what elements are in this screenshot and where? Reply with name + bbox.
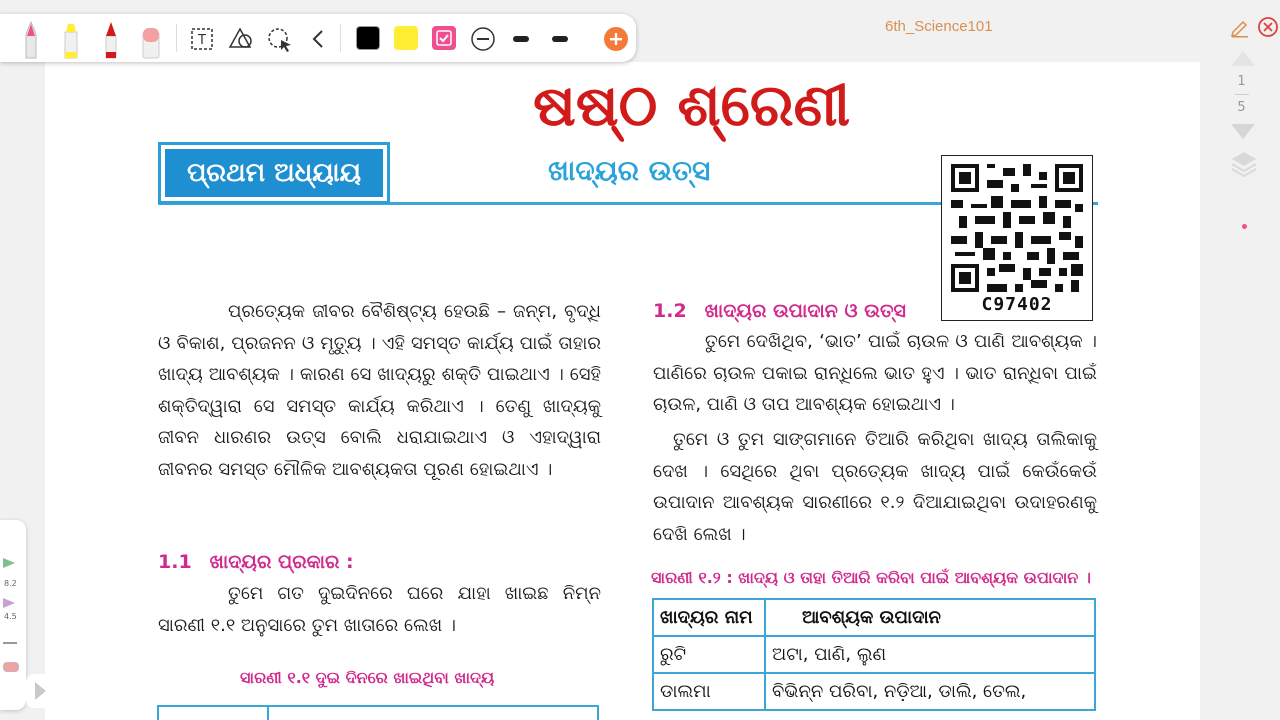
triangle-purple-icon[interactable] [2,596,16,610]
red-pen-icon[interactable] [98,18,124,60]
previous-page-icon[interactable] [1230,48,1256,68]
section-1-2-title: ଖାଦ୍ୟର ଉପାଦାନ ଓ ଉତ୍ସ [704,300,906,322]
total-pages: 5 [1237,100,1246,115]
table-cell: ବିଭିନ୍ନ ପରିବା, ନଡ଼ିଆ, ଡାଲି, ତେଲ, [765,673,1095,710]
document-page [45,62,1200,720]
stroke-decrease-icon[interactable] [470,26,496,52]
highlighter-icon[interactable] [58,18,84,60]
chapter-label: ପ୍ରଥମ ଅଧ୍ୟାୟ [165,149,383,197]
toolbar-divider [176,24,177,52]
table-1-1-header-cell [268,706,598,720]
table-row [653,599,1095,636]
qr-code-text: C97402 [981,294,1053,315]
panel-value-b: 4.5 [4,612,17,621]
section-1-2-paragraph-2: ତୁମେ ଓ ତୁମ ସାଙ୍ଗମାନେ ତିଆରି କରିଥିବା ଖାଦ୍ୟ ତାଲିକାକୁ ଦେଖ । ସେଥିରେ ଥିବା ପ୍ରତ୍ୟେକ ଖାଦ୍ୟ ପାଇଁ କେଉଁକେଉଁ ଉପାଦାନ ଆବଶ୍ୟକ ସାରଣୀରେ ୧.୨ ଦିଆଯାଇଥିବା ଉଦାହରଣକୁ ଦେଖି ଲେଖ । [653,429,1097,545]
page-divider [1235,94,1249,95]
page-marker-dot [1242,224,1247,229]
add-tool-icon[interactable] [603,26,629,52]
document-title: 6th_Science101 [885,18,993,35]
section-1-2-heading [653,300,906,322]
expand-panel-icon[interactable] [26,674,56,708]
section-1-2-paragraph-1: ତୁମେ ଦେଖିଥିବ, ‘ଭାତ’ ପାଇଁ ଚାଉଳ ଓ ପାଣି ଆବଶ୍ୟକ । ପାଣିରେ ଚାଉଳ ପକାଇ ରାନ୍ଧିଲେ ଭାତ ହୁଏ । ଭାତ ରାନ୍ଧିବା ପାଇଁ ଚାଉଳ, ପାଣି ଓ ତାପ ଆବଶ୍ୟକ ହୋଇଥାଏ । [653,331,1097,415]
qr-code-box [941,155,1093,321]
svg-text:T: T [198,33,206,48]
color-yellow-swatch[interactable] [394,26,418,50]
panel-divider [3,642,17,644]
next-page-icon[interactable] [1230,122,1256,142]
eraser-icon[interactable] [138,18,164,60]
stroke-width-thick[interactable] [552,36,568,42]
triangle-green-icon[interactable] [2,556,16,570]
checkmark-icon [432,26,456,50]
toolbar-divider [340,24,341,52]
layers-icon[interactable] [1230,150,1258,178]
left-side-panel [0,520,26,710]
color-black-swatch[interactable] [356,26,380,50]
panel-value-a: 8.2 [4,579,17,588]
table-1-2-caption: ସାରଣୀ ୧.୨ : ଖାଦ୍ୟ ଓ ତାହା ତିଆରି କରିବା ପାଇଁ ଆବଶ୍ୟକ ଉପାଦାନ । [651,568,1092,587]
text-tool-icon[interactable] [190,27,214,51]
intro-paragraph: ପ୍ରତ୍ୟେକ ଜୀବର ବୈଶିଷ୍ଟ୍ୟ ହେଉଛି – ଜନ୍ମ, ବୃଦ୍ଧି ଓ ବିକାଶ, ପ୍ରଜନନ ଓ ମୃତ୍ୟୁ । ଏହି ସମସ୍ତ କାର୍ଯ୍ୟ ପାଇଁ ତାହାର ଖାଦ୍ୟ ଆବଶ୍ୟକ । କାରଣ ସେ ଖାଦ୍ୟରୁ ଶକ୍ତି ପାଇଥାଏ । ସେହି ଶକ୍ତିଦ୍ୱାରା ସେ ସମସ୍ତ କାର୍ଯ୍ୟ କରିଥାଏ । ତେଣୁ ଖାଦ୍ୟକୁ ଜୀବନ ଧାରଣର ଉତ୍ସ ବୋଲି ଧରାଯାଇଥାଏ ଓ ଏହାଦ୍ୱାରା ଜୀବନର ସମସ୍ତ ମୌଳିକ ଆବଶ୍ୟକତା ପୂରଣ ହୋଇଥାଏ । [158,301,601,480]
shapes-icon[interactable] [228,27,254,51]
table-1-2 [652,598,1096,711]
section-1-2-number: 1.2 [653,300,687,322]
current-page-number: 1 [1237,74,1246,89]
table-1-1-caption: ସାରଣୀ ୧.୧ ଦୁଇ ଦିନରେ ଖାଇଥିବା ଖାଦ୍ୟ [240,668,495,687]
page-navigator [1203,40,1280,720]
stroke-width-thin[interactable] [513,36,529,42]
edit-pencil-icon[interactable] [1229,16,1251,38]
table-1-1-header-cell [158,706,268,720]
close-icon[interactable] [1257,16,1279,38]
lasso-select-icon[interactable] [266,27,294,53]
section-1-1-number: 1.1 [158,551,192,573]
chapter-label-box [158,142,390,204]
table-row [653,636,1095,673]
table-1-1 [157,705,599,720]
section-1-1-body: ତୁମେ ଗତ ଦୁଇଦିନରେ ଘରେ ଯାହା ଖାଇଛ ନିମ୍ନ ସାରଣୀ ୧.୧ ଅନୁସାରେ ତୁମ ଖାତାରେ ଲେଖ । [158,583,601,636]
color-pink-swatch-selected[interactable] [432,26,456,50]
table-header-cell: ଖାଦ୍ୟର ନାମ [653,599,765,636]
section-1-1-title: ଖାଦ୍ୟର ପ୍ରକାର : [209,551,354,573]
section-1-1-heading [158,551,354,573]
table-row [653,673,1095,710]
qr-code-icon [951,164,1083,292]
table-cell: ଡାଲମା [653,673,765,710]
page-title: ଷଷ୍ଠ ଶ୍ରେଣୀ [533,71,851,139]
panel-eraser-icon[interactable] [3,662,19,672]
annotation-toolbar [0,14,636,62]
table-cell: ଅଟା, ପାଣି, ଲୁଣ [765,636,1095,673]
collapse-chevron-icon[interactable] [308,28,328,50]
fountain-pen-icon[interactable] [18,18,44,60]
table-header-cell: ଆବଶ୍ୟକ ଉପାଦାନ [765,599,1095,636]
chapter-subtitle: ଖାଦ୍ୟର ଉତ୍ସ [548,154,711,187]
table-cell: ରୁଟି [653,636,765,673]
